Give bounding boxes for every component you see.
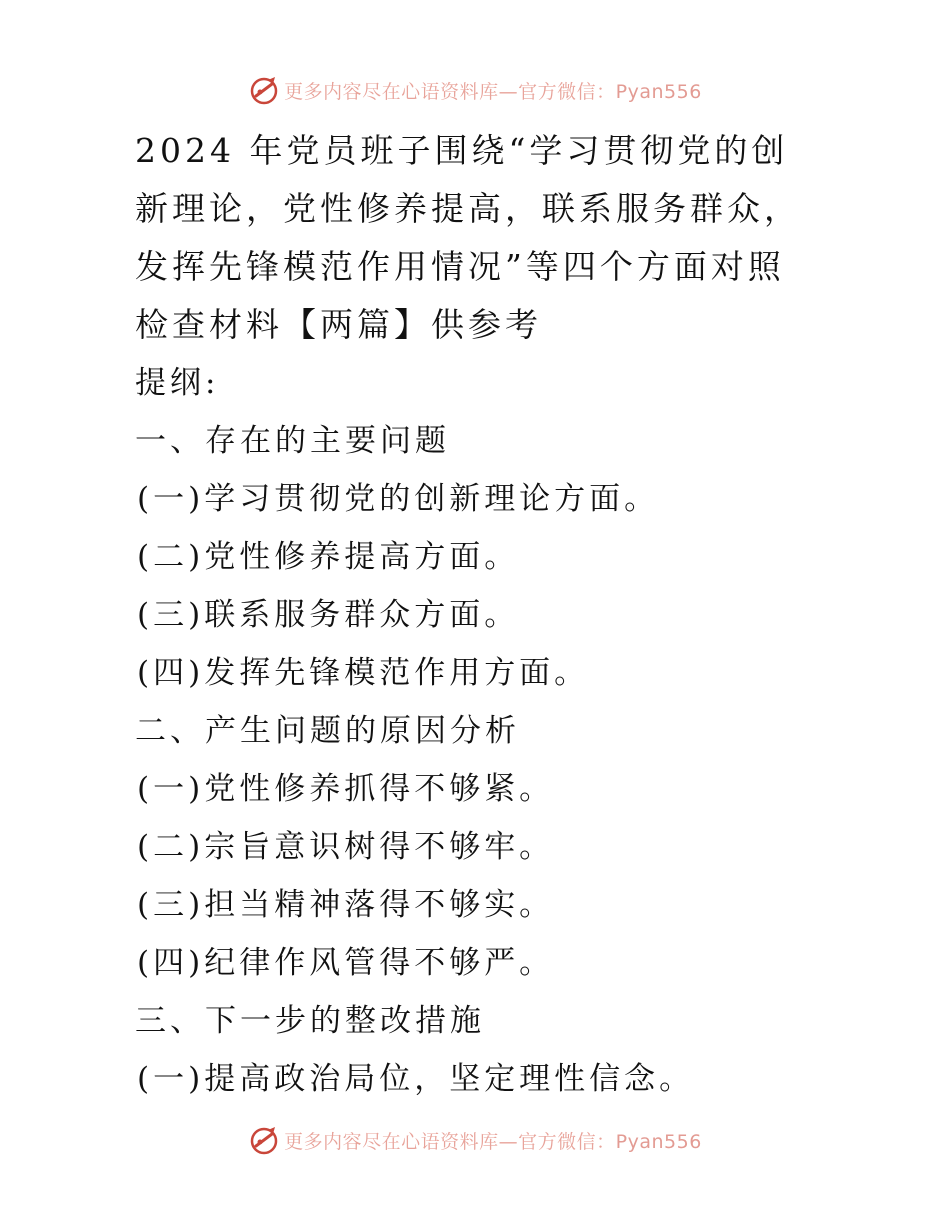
document-title: 2024 年党员班子围绕“学习贯彻党的创新理论，党性修养提高，联系服务群众，发挥先锋模范作用情况”等四个方面对照检查材料【两篇】供参考 (135, 131, 801, 344)
outline-item: (一)学习贯彻党的创新理论方面。 (137, 481, 660, 517)
watermark-banner-top (0, 70, 950, 110)
outline-item: (一)党性修养抓得不够紧。 (137, 771, 555, 807)
watermark-text: 更多内容尽在心语资料库—官方微信：Pyan556 (284, 80, 702, 103)
watermark-handle: Pyan556 (615, 1130, 702, 1153)
document-body (135, 122, 815, 1108)
section-heading-3: 三、下一步的整改措施 (135, 1003, 485, 1039)
logo-icon (248, 74, 280, 106)
watermark-banner-bottom (0, 1120, 950, 1160)
outline-item: (四)纪律作风管得不够严。 (137, 945, 555, 981)
outline-item: (四)发挥先锋模范作用方面。 (137, 655, 590, 691)
watermark-text: 更多内容尽在心语资料库—官方微信：Pyan556 (284, 1130, 702, 1153)
outline-label: 提纲: (135, 365, 220, 401)
section-heading-1: 一、存在的主要问题 (135, 423, 450, 459)
outline-item: (三)担当精神落得不够实。 (137, 887, 555, 923)
outline-item: (一)提高政治局位，坚定理性信念。 (137, 1061, 695, 1097)
watermark-handle: Pyan556 (615, 80, 702, 103)
outline-item: (二)宗旨意识树得不够牢。 (137, 829, 555, 865)
outline-item: (二)党性修养提高方面。 (137, 539, 520, 575)
section-heading-2: 二、产生问题的原因分析 (135, 713, 520, 749)
logo-icon (248, 1124, 280, 1156)
outline-item: (三)联系服务群众方面。 (137, 597, 520, 633)
